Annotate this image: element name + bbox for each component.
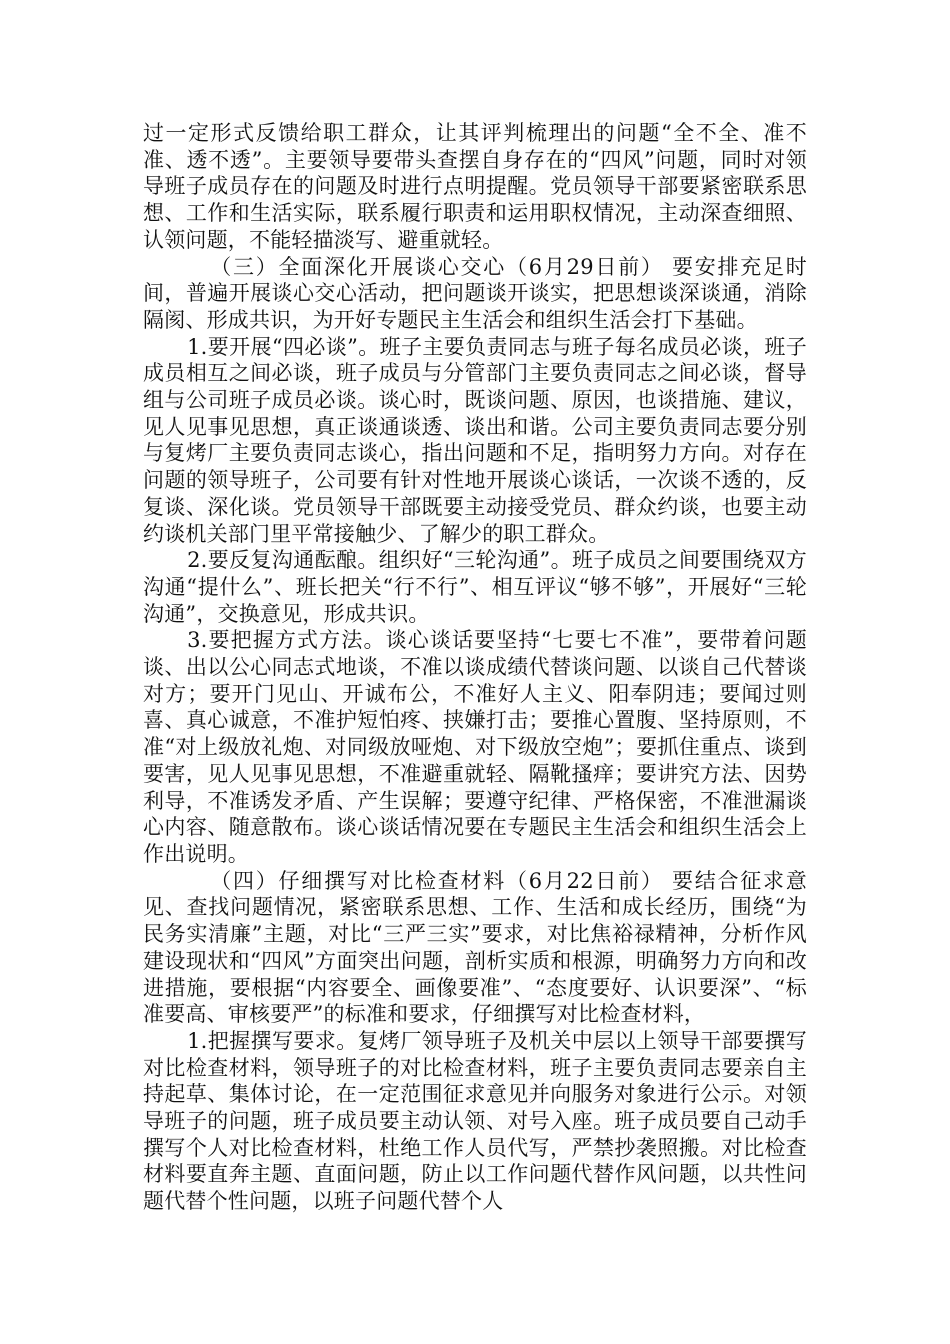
document-body: [143, 120, 807, 1215]
paragraph-section-4-item-1: 1.把握撰写要求。复烤厂领导班子及机关中层以上领导干部要撰写对比检查材料，领导班子的对比检查材料，班子主要负责同志要亲自主持起草、集体讨论，在一定范围征求意见并向服务对象进行公示。对领导班子的问题，班子成员要主动认领、对号入座。班子成员要自己动手撰写个人对比检查材料，杜绝工作人员代写，严禁抄袭照搬。对比检查材料要直奔主题、直面问题，防止以工作问题代替作风问题，以共性问题代替个性问题，以班子问题代替个人: [143, 1028, 807, 1214]
paragraph-item-1: 1.要开展“四必谈”。班子主要负责同志与班子每名成员必谈，班子成员相互之间必谈，班子成员与分管部门主要负责同志之间必谈，督导组与公司班子成员必谈。谈心时，既谈问题、原因，也谈措施、建议，见人见事见思想，真正谈通谈透、谈出和谐。公司主要负责同志要分别与复烤厂主要负责同志谈心，指出问题和不足，指明努力方向。对存在问题的领导班子，公司要有针对性地开展谈心谈话，一次谈不透的，反复谈、深化谈。党员领导干部既要主动接受党员、群众约谈，也要主动约谈机关部门里平常接触少、了解少的职工群众。: [143, 334, 807, 546]
paragraph-item-2: 2.要反复沟通酝酿。组织好“三轮沟通”。班子成员之间要围绕双方沟通“提什么”、班长把关“行不行”、相互评议“够不够”，开展好“三轮沟通”，交换意见，形成共识。: [143, 548, 807, 626]
paragraph-continuation: 过一定形式反馈给职工群众，让其评判梳理出的问题“全不全、准不准、透不透”。主要领导要带头查摆自身存在的“四风”问题，同时对领导班子成员存在的问题及时进行点明提醒。党员领导干部要紧密联系思想、工作和生活实际，联系履行职责和运用职权情况，主动深查细照、认领问题，不能轻描淡写、避重就轻。: [143, 121, 807, 252]
paragraph-section-3: （三）全面深化开展谈心交心（6月29日前） 要安排充足时间，普遍开展谈心交心活动，把问题谈开谈实，把思想谈深谈通，消除隔阂、形成共识，为开好专题民主生活会和组织生活会打下基础。: [143, 254, 807, 332]
paragraph-item-3: 3.要把握方式方法。谈心谈话要坚持“七要七不准”，要带着问题谈、出以公心同志式地谈，不准以谈成绩代替谈问题、以谈自己代替谈对方；要开门见山、开诚布公，不准好人主义、阳奉阴违；要闻过则喜、真心诚意，不准护短怕疼、挟嫌打击；要推心置腹、坚持原则，不准“对上级放礼炮、对同级放哑炮、对下级放空炮”；要抓住重点、谈到要害，见人见事见思想，不准避重就轻、隔靴搔痒；要讲究方法、因势利导，不准诱发矛盾、产生误解；要遵守纪律、严格保密，不准泄漏谈心内容、随意散布。谈心谈话情况要在专题民主生活会和组织生活会上作出说明。: [143, 628, 807, 866]
paragraph-section-4: （四）仔细撰写对比检查材料（6月22日前） 要结合征求意见、查找问题情况，紧密联系思想、工作、生活和成长经历，围绕“为民务实清廉”主题，对比“三严三实”要求，对比焦裕禄精神，分析作风建设现状和“四风”方面突出问题，剖析实质和根源，明确努力方向和改进措施，要根据“内容要全、画像要准”、“态度要好、认识要深”、“标准要高、审核要严”的标准和要求，仔细撰写对比检查材料，: [143, 868, 807, 1027]
